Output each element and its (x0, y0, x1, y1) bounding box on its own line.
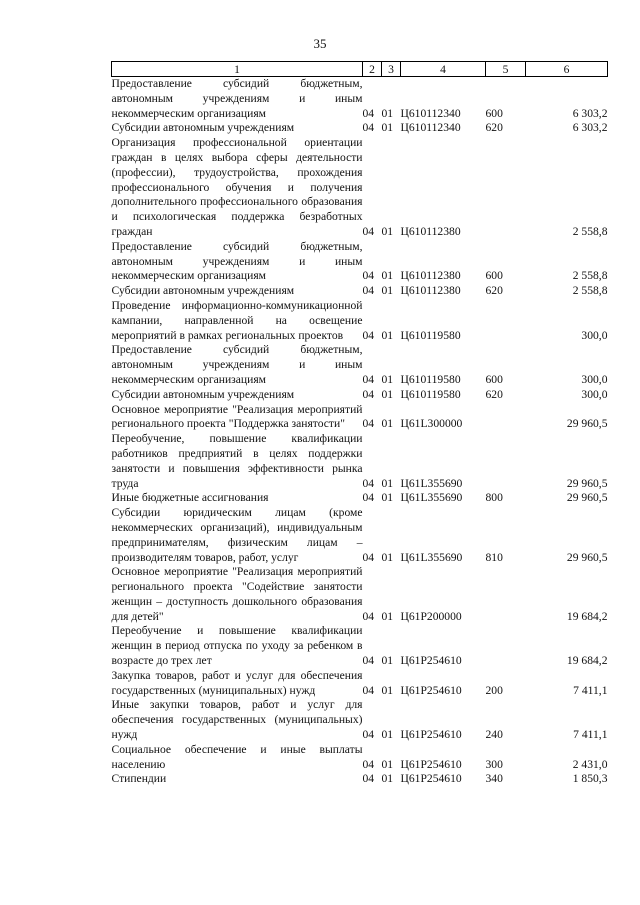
cell-code: Ц61L355690 (400, 476, 463, 490)
cell-amount: 2 558,8 (572, 224, 608, 238)
cell-code: Ц61L355690 (400, 550, 463, 564)
cell-vr (486, 565, 526, 624)
column-header: 1 (112, 62, 363, 77)
cell-s: 01 (381, 387, 394, 401)
cell-s: 01 (381, 491, 394, 505)
cell-code: Ц610112380 (400, 269, 461, 283)
cell-r: 04 (362, 683, 375, 697)
cell-vr: 620 (485, 284, 503, 298)
cell-code: Ц610119580 (400, 372, 461, 386)
cell-name: Социальное обеспечение и иные выплаты населению (111, 742, 363, 771)
cell-r: 04 (362, 269, 375, 283)
table-header-row (112, 62, 608, 77)
table-row (112, 299, 608, 343)
table-row (112, 669, 608, 699)
cell-s: 01 (381, 121, 394, 135)
cell-vr: 340 (485, 772, 503, 786)
cell-vr: 800 (485, 491, 503, 505)
cell-vr: 240 (485, 728, 503, 742)
cell-vr: 600 (485, 106, 503, 120)
table-row (112, 403, 608, 433)
cell-r: 04 (362, 654, 375, 668)
cell-amount: 300,0 (581, 328, 608, 342)
cell-vr: 620 (485, 121, 503, 135)
cell-amount: 300,0 (581, 372, 608, 386)
table-row (112, 772, 608, 787)
cell-name: Основное мероприятие "Реализация мероприятий регионального проекта "Поддержка занятости" (111, 402, 363, 431)
table-row (112, 506, 608, 565)
budget-table (111, 61, 608, 787)
cell-s: 01 (381, 476, 394, 490)
cell-code: Ц610112380 (400, 284, 461, 298)
cell-r: 04 (362, 728, 375, 742)
cell-r: 04 (362, 609, 375, 623)
cell-code: Ц610112340 (400, 121, 461, 135)
cell-vr (486, 136, 526, 240)
cell-code: Ц610112380 (400, 224, 461, 238)
cell-vr: 620 (485, 387, 503, 401)
column-header: 5 (486, 62, 526, 77)
cell-r: 04 (362, 491, 375, 505)
cell-amount: 2 431,0 (572, 757, 608, 771)
cell-code: Ц61P200000 (400, 609, 462, 623)
cell-r: 04 (362, 757, 375, 771)
page-number: 35 (313, 36, 327, 51)
cell-s: 01 (381, 328, 394, 342)
cell-name: Стипендии (111, 772, 167, 786)
cell-name: Субсидии автономным учреждениям (111, 387, 295, 401)
cell-vr: 600 (485, 372, 503, 386)
table-row (112, 77, 608, 122)
table-row (112, 121, 608, 136)
table-row (112, 491, 608, 506)
cell-s: 01 (381, 224, 394, 238)
cell-code: Ц61P254610 (400, 728, 462, 742)
cell-vr: 300 (485, 757, 503, 771)
cell-name: Предоставление субсидий бюджетным, автономным учреждениям и иным некоммерческим организациям (111, 77, 363, 120)
cell-amount: 7 411,1 (573, 728, 608, 742)
cell-r: 04 (362, 121, 375, 135)
table-row (112, 240, 608, 284)
column-header: 4 (401, 62, 486, 77)
cell-vr (486, 624, 526, 668)
cell-name: Субсидии юридическим лицам (кроме некоммерческих организаций), индивидуальным предпринимателям, физическим лицам – производителям товаров, работ, услуг (111, 506, 363, 564)
cell-code: Ц61P254610 (400, 654, 462, 668)
cell-vr (486, 403, 526, 433)
cell-code: Ц61P254610 (400, 772, 462, 786)
cell-amount: 1 850,3 (572, 772, 608, 786)
cell-s: 01 (381, 728, 394, 742)
table-row (112, 284, 608, 299)
cell-amount: 29 960,5 (566, 476, 608, 490)
cell-vr (486, 432, 526, 491)
cell-amount: 6 303,2 (572, 106, 608, 120)
cell-code: Ц61P254610 (400, 683, 462, 697)
cell-code: Ц610119580 (400, 328, 461, 342)
table-row (112, 136, 608, 240)
cell-amount: 2 558,8 (572, 269, 608, 283)
cell-amount: 300,0 (581, 387, 608, 401)
cell-r: 04 (362, 387, 375, 401)
cell-s: 01 (381, 284, 394, 298)
cell-r: 04 (362, 284, 375, 298)
cell-name: Иные бюджетные ассигнования (111, 491, 269, 505)
cell-amount: 2 558,8 (572, 284, 608, 298)
cell-r: 04 (362, 772, 375, 786)
cell-name: Переобучение, повышение квалификации работников предприятий в целях поддержки занятости и повышения эффективности рынка труда (111, 432, 363, 490)
cell-amount: 19 684,2 (566, 609, 608, 623)
cell-s: 01 (381, 372, 394, 386)
cell-s: 01 (381, 772, 394, 786)
cell-s: 01 (381, 269, 394, 283)
cell-name: Субсидии автономным учреждениям (111, 121, 295, 135)
cell-r: 04 (362, 372, 375, 386)
cell-code: Ц610112340 (400, 106, 461, 120)
cell-amount: 19 684,2 (566, 654, 608, 668)
cell-s: 01 (381, 654, 394, 668)
cell-r: 04 (362, 106, 375, 120)
table-row (112, 624, 608, 668)
table-row (112, 565, 608, 624)
cell-name: Переобучение и повышение квалификации женщин в период отпуска по уходу за ребенком в возрасте до трех лет (111, 624, 363, 668)
cell-r: 04 (362, 224, 375, 238)
cell-r: 04 (362, 417, 375, 431)
cell-amount: 7 411,1 (573, 683, 608, 697)
cell-vr: 200 (485, 683, 503, 697)
cell-name: Проведение информационно-коммуникационной кампании, направленной на освещение мероприятий в рамках региональных проектов (111, 298, 363, 342)
cell-s: 01 (381, 683, 394, 697)
cell-code: Ц61L355690 (400, 491, 463, 505)
cell-name: Иные закупки товаров, работ и услуг для обеспечения государственных (муниципальных) нужд (111, 698, 363, 742)
cell-s: 01 (381, 757, 394, 771)
cell-amount: 29 960,5 (566, 491, 608, 505)
cell-s: 01 (381, 609, 394, 623)
table-row (112, 743, 608, 773)
cell-name: Субсидии автономным учреждениям (111, 284, 295, 298)
cell-amount: 29 960,5 (566, 417, 608, 431)
cell-s: 01 (381, 550, 394, 564)
cell-r: 04 (362, 550, 375, 564)
cell-name: Организация профессиональной ориентации граждан в целях выбора сферы деятельности (профессии), трудоустройства, прохождения профессионального обучения и получения дополнительного профессионального образования и психологическая поддержка безработных граждан (111, 136, 363, 238)
cell-code: Ц61L300000 (400, 417, 463, 431)
cell-name: Закупка товаров, работ и услуг для обеспечения государственных (муниципальных) нужд (111, 668, 363, 697)
cell-vr: 600 (485, 269, 503, 283)
table-row (112, 343, 608, 387)
cell-code: Ц610119580 (400, 387, 461, 401)
cell-name: Предоставление субсидий бюджетным, автономным учреждениям и иным некоммерческим организациям (111, 343, 363, 386)
cell-s: 01 (381, 417, 394, 431)
cell-amount: 29 960,5 (566, 550, 608, 564)
cell-name: Предоставление субсидий бюджетным, автономным учреждениям и иным некоммерческим организациям (111, 239, 363, 283)
table-row (112, 388, 608, 403)
column-header: 2 (363, 62, 382, 77)
column-header: 6 (526, 62, 608, 77)
table-row (112, 432, 608, 491)
cell-name: Основное мероприятие "Реализация мероприятий регионального проекта "Содействие занятости женщин – доступность дошкольного образования для детей" (111, 565, 363, 623)
cell-vr: 810 (485, 550, 503, 564)
cell-r: 04 (362, 328, 375, 342)
cell-s: 01 (381, 106, 394, 120)
cell-amount: 6 303,2 (572, 121, 608, 135)
table-row (112, 698, 608, 742)
cell-r: 04 (362, 476, 375, 490)
cell-vr (486, 299, 526, 343)
cell-code: Ц61P254610 (400, 757, 462, 771)
column-header: 3 (382, 62, 401, 77)
